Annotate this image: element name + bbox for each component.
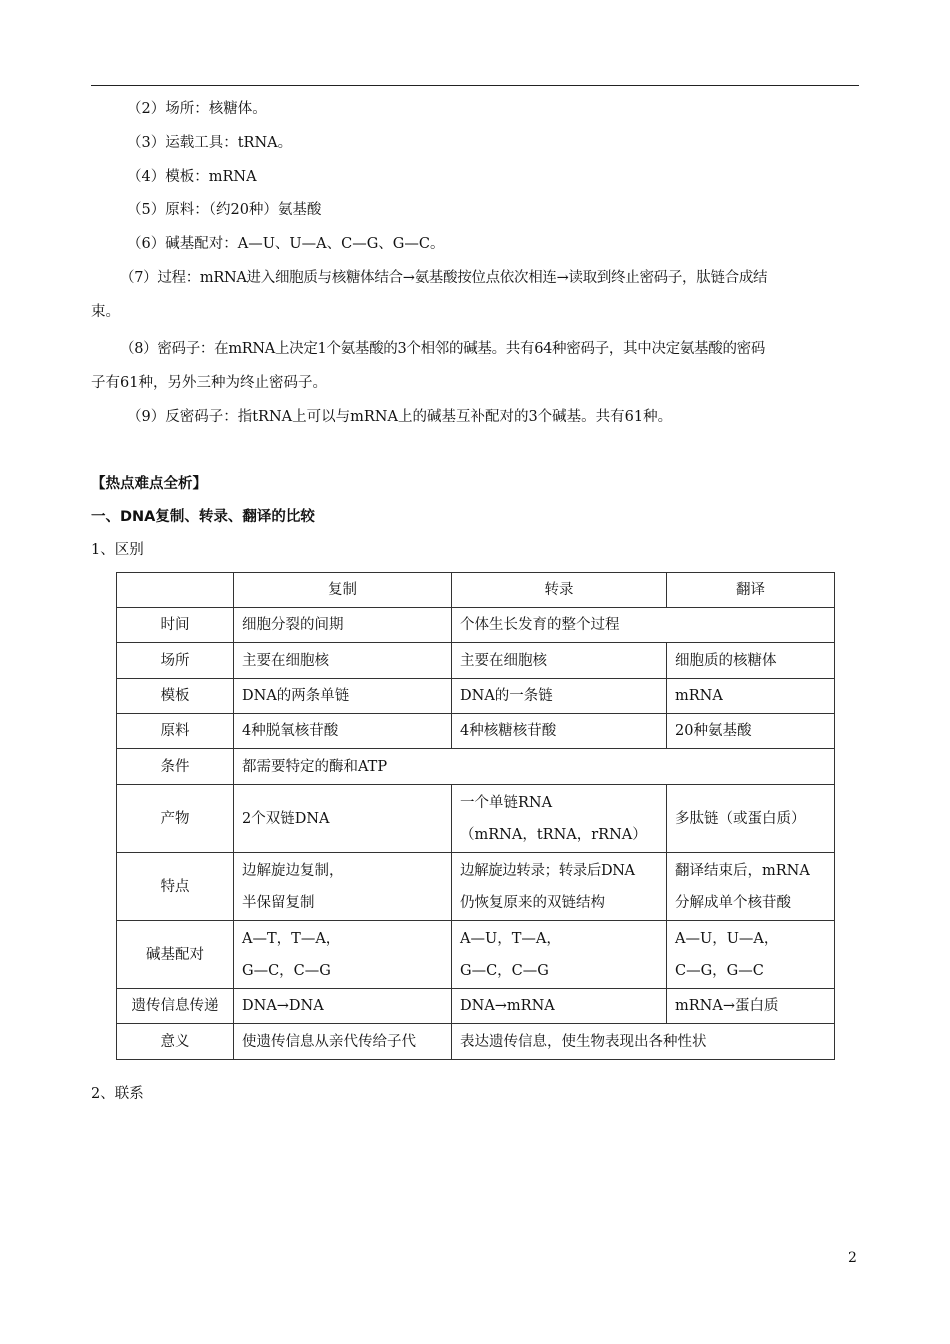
table-row: [117, 785, 835, 853]
list-item-7-line1: （7）过程：mRNA进入细胞质与核糖体结合→氨基酸按位点依次相连→读取到终止密码子，肽链合成结: [120, 270, 768, 286]
header-cell: 复制: [234, 573, 452, 608]
table-row: [117, 749, 835, 785]
header-cell: 翻译: [667, 573, 835, 608]
table-row: [117, 643, 835, 679]
table-cell: 多肽链（或蛋白质）: [667, 785, 835, 853]
row-label: 特点: [117, 853, 234, 921]
list-item-8-line1: （8）密码子：在mRNA上决定1个氨基酸的3个相邻的碱基。共有64种密码子，其中决定氨基酸的密码: [120, 341, 766, 357]
table-cell: DNA→mRNA: [452, 989, 667, 1024]
cell-line: G—C，C—G: [460, 962, 549, 979]
table-cell: 4种脱氧核苷酸: [234, 714, 452, 749]
table-cell: DNA的一条链: [452, 679, 667, 714]
row-label: 产物: [117, 785, 234, 853]
cell-line: G—C，C—G: [242, 962, 331, 979]
table-cell: [452, 853, 667, 921]
table-cell: 4种核糖核苷酸: [452, 714, 667, 749]
cell-line: 边解旋边复制，: [242, 862, 344, 879]
table-cell: [234, 921, 452, 989]
list-item-8-line2: 子有61种，另外三种为终止密码子。: [91, 375, 327, 391]
row-label: 遗传信息传递: [117, 989, 234, 1024]
table-cell: 使遗传信息从亲代传给子代: [234, 1024, 452, 1060]
subsection-2: 2、联系: [91, 1086, 144, 1102]
cell-line: 半保留复制: [242, 894, 315, 911]
list-item-6: （6）碱基配对：A—U、U—A、C—G、G—C。: [127, 236, 445, 252]
list-item-2: （2）场所：核糖体。: [127, 101, 267, 117]
table-row: [117, 714, 835, 749]
table-cell: 主要在细胞核: [234, 643, 452, 679]
table-cell: [452, 785, 667, 853]
row-label: 模板: [117, 679, 234, 714]
table-cell: 都需要特定的酶和ATP: [234, 749, 835, 785]
table-row: [117, 1024, 835, 1060]
table-cell: 2个双链DNA: [234, 785, 452, 853]
row-label: 意义: [117, 1024, 234, 1060]
table-cell: 表达遗传信息，使生物表现出各种性状: [452, 1024, 835, 1060]
row-label: 时间: [117, 608, 234, 643]
table-cell: 个体生长发育的整个过程: [452, 608, 835, 643]
cell-line: A—U，U—A，: [675, 930, 779, 947]
cell-line: 一个单链RNA: [460, 794, 553, 811]
table-row: [117, 679, 835, 714]
table-cell: 20种氨基酸: [667, 714, 835, 749]
cell-line: 仍恢复原来的双链结构: [460, 894, 605, 911]
subsection-1: 1、区别: [91, 542, 144, 558]
list-item-7-line2: 束。: [91, 304, 120, 320]
table-cell: [667, 921, 835, 989]
page-number: 2: [848, 1250, 857, 1266]
table-header-row: [117, 573, 835, 608]
table-row: [117, 853, 835, 921]
cell-line: C—G，G—C: [675, 962, 764, 979]
cell-line: 翻译结束后，mRNA: [675, 862, 810, 879]
table-cell: mRNA→蛋白质: [667, 989, 835, 1024]
header-cell: [117, 573, 234, 608]
table-cell: [667, 853, 835, 921]
cell-line: A—T，T—A，: [242, 930, 341, 947]
cell-line: 分解成单个核苷酸: [675, 894, 791, 911]
table-row: [117, 921, 835, 989]
row-label: 条件: [117, 749, 234, 785]
section-heading: 【热点难点全析】: [91, 476, 207, 492]
list-item-9: （9）反密码子：指tRNA上可以与mRNA上的碱基互补配对的3个碱基。共有61种。: [127, 409, 673, 425]
comparison-table: [116, 572, 835, 1060]
table-row: [117, 989, 835, 1024]
table-cell: [234, 853, 452, 921]
list-item-3: （3）运载工具：tRNA。: [127, 135, 293, 151]
row-label: 场所: [117, 643, 234, 679]
table-cell: 主要在细胞核: [452, 643, 667, 679]
table-cell: DNA的两条单链: [234, 679, 452, 714]
cell-line: （mRNA，tRNA，rRNA）: [460, 826, 647, 843]
list-item-4: （4）模板：mRNA: [127, 169, 257, 185]
table-cell: DNA→DNA: [234, 989, 452, 1024]
table-cell: [452, 921, 667, 989]
header-rule: [91, 85, 859, 86]
cell-line: 边解旋边转录；转录后DNA: [460, 862, 635, 879]
cell-line: A—U，T—A，: [460, 930, 561, 947]
row-label: 碱基配对: [117, 921, 234, 989]
table-cell: mRNA: [667, 679, 835, 714]
table-row: [117, 608, 835, 643]
table-cell: 细胞质的核糖体: [667, 643, 835, 679]
table-cell: 细胞分裂的间期: [234, 608, 452, 643]
subheading: 一、DNA复制、转录、翻译的比较: [91, 509, 315, 525]
header-cell: 转录: [452, 573, 667, 608]
row-label: 原料: [117, 714, 234, 749]
list-item-5: （5）原料：（约20种）氨基酸: [127, 202, 322, 218]
